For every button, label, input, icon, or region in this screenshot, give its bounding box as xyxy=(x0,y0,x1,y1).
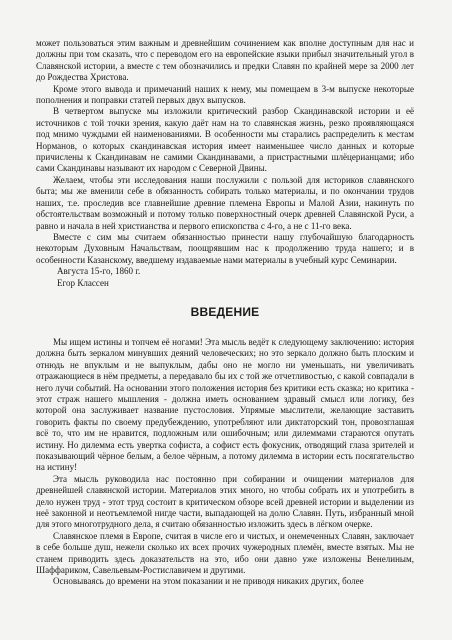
paragraph-intro-5: Вместе с сим мы считаем обязанностью принести нашу глубочайшую благодарность некоторым Духовным Начальствам, поощрявшим нас к продолжению труда нашего; и в особенности Казанскому, введшему издаваемые нами материалы в учебный курс Семинарии. xyxy=(36,231,414,265)
paragraph-section-4: Основываясь до времени на этом показании и не приводя никаких других, более xyxy=(53,576,364,587)
section-heading: ВВЕДЕНИЕ xyxy=(190,304,260,319)
paragraph-section-2: Эта мысль руководила нас постоянно при собирании и очищении материалов для древнейшей славянской истории. Материалов этих много, но чтобы собрать их и употребить в дело нужен труд - этот труд состоит в критическом обзоре всей древней истории и выделении из неё законной и неотъемлемой нигде части, выпадающей на долю Славян. Путь, избранный мной для этого многотрудного дела, я считаю обязанностью изложить здесь в лёгком очерке. xyxy=(36,473,414,530)
paragraph-section-3: Славянское племя в Европе, считая в числе его и чистых, и онемеченных Славян, заключает в себе больше душ, нежели сколько их всех прочих чужеродных племён, вместе взятых. Мы не станем приводить здесь доказательств на это, ибо они давно уже изложены Венелиным, Шаффариком, Савельевым-Ростиславичем и другими. xyxy=(36,530,414,576)
paragraph-intro-2: Кроме этого вывода и примечаний наших к нему, мы помещаем в 3-м выпуске некоторые пополнения и поправки статей первых двух выпусков. xyxy=(36,83,414,106)
paragraph-intro-3: В четвертом выпуске мы изложили критический разбор Скандинавской истории и её источников с той точки зрения, какую даёт нам на то славянская жизнь, резко проявляющаяся под мнимо чуждыми ей наименованиями. В особенности мы старались распределить к местам Норманов, о которых скандинавская история имеет наименьшее число данных и которые причислены к Скандинавам не самими Скандинавами, а пристрастными шлёцерианцами; ибо сами Скандинавы называют их народом с Северной Двины. xyxy=(36,106,414,174)
signature-date: Августа 15-го, 1860 г. xyxy=(57,266,141,277)
paragraph-intro-4: Желаем, чтобы эти исследования наши послужили с пользой для историков славянского быта; мы же вменили себе в обязанность собирать только материалы, и по окончании трудов наших, т.е. проследив все главнейшие древние племена Европы и Малой Азии, накинуть по обстоятельствам возможный и потому только поверхностный очерк древней Славянской Руси, а равно и начала в ней христианства и первого епископства с 4-го, а не с 11-го века. xyxy=(36,174,414,231)
paragraph-section-1: Мы ищем истины и топчем её ногами! Эта мысль ведёт к следующему заключению: история должна быть зеркалом минувших деяний человеческих; но это зеркало должно быть плоским и отнюдь не впуклым и не выпуклым, дабы оно не могло ни уменьшать, ни увеличивать отражающиеся в нём предметы, а передавало бы их с той же отчетливостью, с какой совпадали в него лучи событий. На основании этого положения история без критики есть сказка; но критика - этот страж нашего мышления - должна иметь основанием здравый смысл или логику, без которой она заслуживает название пустословия. Упрямые мыслители, желающие заставить говорить факты по своему предубеждению, употребляют или диктаторский тон, провозглашая всё то, что им не нравится, подложным или ошибочным; или дилеммами стараются опутать истину. Но дилемма есть увертка софиста, а софист есть фокусник, отводящий глаза зрителей и показывающий чёрное белым, а белое чёрным, а потому дилемма в истории есть посягательство на истину! xyxy=(36,336,414,473)
signature-author: Егор Классен xyxy=(57,277,109,288)
paragraph-intro-1: может пользоваться этим важным и древнейшим сочинением как вполне доступным для нас и должны при том сказать, что с переводом его на европейские языки прибыл значительный угол в Славянской истории, а вместе с тем обозначились и предки Славян по крайней мере за 2000 лет до Рождества Христова. xyxy=(36,38,414,83)
